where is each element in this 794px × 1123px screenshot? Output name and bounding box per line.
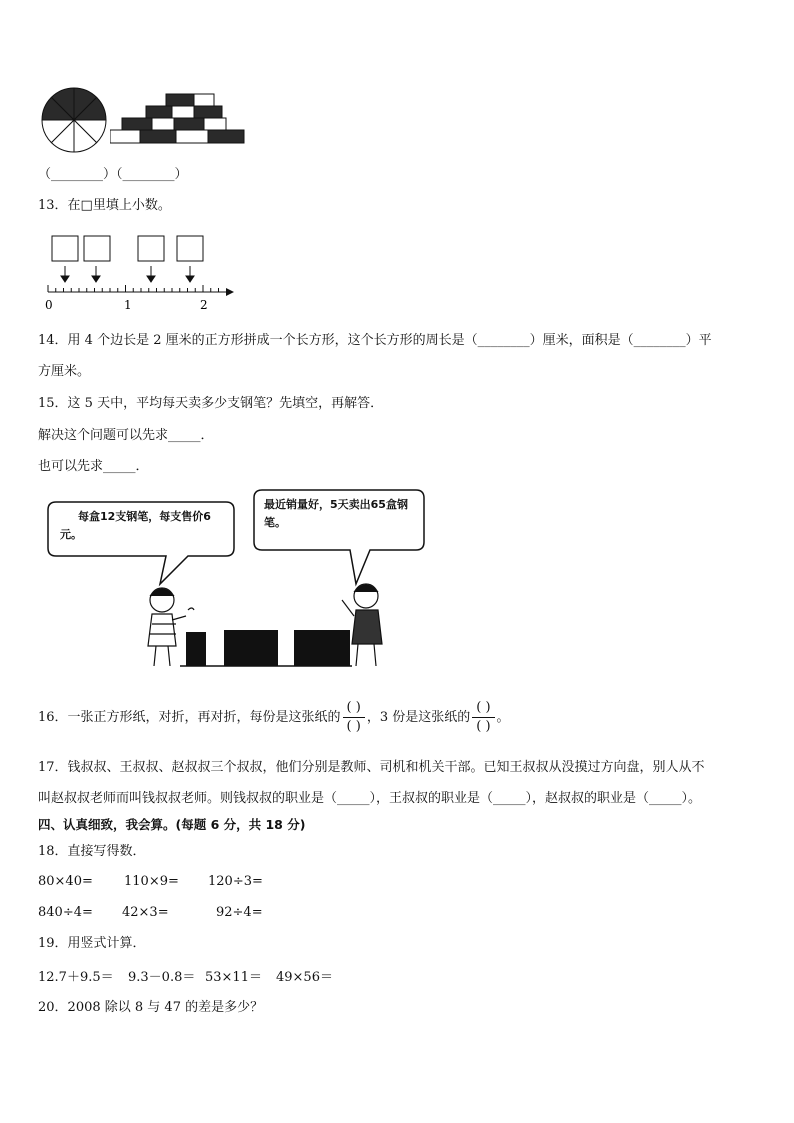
pen-boxes (186, 630, 350, 666)
q20-text: 20．2008 除以 8 与 47 的差是多少？ (38, 1000, 264, 1015)
q16-line (38, 698, 510, 738)
q18-row2-item2: 42×3= (122, 905, 169, 920)
q17-line2[interactable]: 叫赵叔叔老师而叫钱叔叔老师。则钱叔叔的职业是（_____），王叔叔的职业是（_____），赵叔叔的职业是（_____）。 (38, 791, 702, 806)
left-bubble-text: 每盒12支钢笔，每支售价6元。 (60, 510, 211, 541)
q15-line1[interactable]: 解决这个问题可以先求_____． (38, 428, 214, 443)
q16-middle: ，3 份是这张纸的 (366, 710, 471, 725)
q18-row1-item2: 110×9= (124, 874, 179, 889)
q16-suffix: 。 (496, 710, 510, 725)
q18-row2-item3: 92÷4= (216, 905, 263, 920)
q13-answer-box-1[interactable] (52, 236, 78, 261)
section4-title: 四、认真细致，我会算。(每题 6 分，共 18 分) (38, 817, 306, 832)
right-bubble-text: 最近销量好，5天卖出65盒钢笔。 (264, 498, 408, 529)
q14-line1: 14．用 4 个边长是 2 厘米的正方形拼成一个长方形，这个长方形的周长是（________）厘米，面积是（________）平 (38, 333, 712, 348)
fraction-pie-figure (40, 86, 108, 154)
q19-item1: 12.7＋9.5＝ (38, 970, 114, 985)
q13-answer-box-2[interactable] (84, 236, 110, 261)
q13-number-line (38, 232, 238, 312)
q19-title: 19．用竖式计算． (38, 936, 146, 951)
q18-row1-item1: 80×40= (38, 874, 93, 889)
q18-row1-item3: 120÷3= (208, 874, 263, 889)
q13-answer-box-4[interactable] (177, 236, 203, 261)
q13-tick-label-2: 2 (200, 298, 208, 312)
q17-line1: 17．钱叔叔、王叔叔、赵叔叔三个叔叔，他们分别是教师、司机和机关干部。已知王叔叔从没摸过方向盘，别人从不 (38, 760, 705, 775)
q19-item4: 49×56＝ (276, 970, 333, 985)
q14-line2: 方厘米。 (38, 364, 91, 379)
q15-line2[interactable]: 也可以先求_____． (38, 459, 149, 474)
q13-tick-label-0: 0 (45, 298, 53, 312)
q13-text: 13．在□里填上小数。 (38, 198, 171, 213)
q16-fraction-2[interactable]: $\frac{( )}{( )}$ (472, 700, 494, 735)
q18-row2-item1: 840÷4= (38, 905, 93, 920)
q19-item2: 9.3－0.8＝ (128, 970, 196, 985)
fig12-answer-blanks[interactable]: （________）（________） (38, 167, 188, 182)
brick-pattern-figure (110, 92, 248, 146)
q16-prefix: 16．一张正方形纸，对折，再对折，每份是这张纸的 (38, 710, 341, 725)
q15-title: 15．这 5 天中，平均每天卖多少支钢笔？先填空，再解答． (38, 396, 384, 411)
q15-illustration (40, 488, 425, 678)
q13-tick-label-1: 1 (124, 298, 132, 312)
q13-answer-box-3[interactable] (138, 236, 164, 261)
q19-item3: 53×11＝ (205, 970, 262, 985)
q18-title: 18．直接写得数． (38, 844, 146, 859)
q16-fraction-1[interactable]: $\frac{( )}{( )}$ (343, 700, 365, 735)
